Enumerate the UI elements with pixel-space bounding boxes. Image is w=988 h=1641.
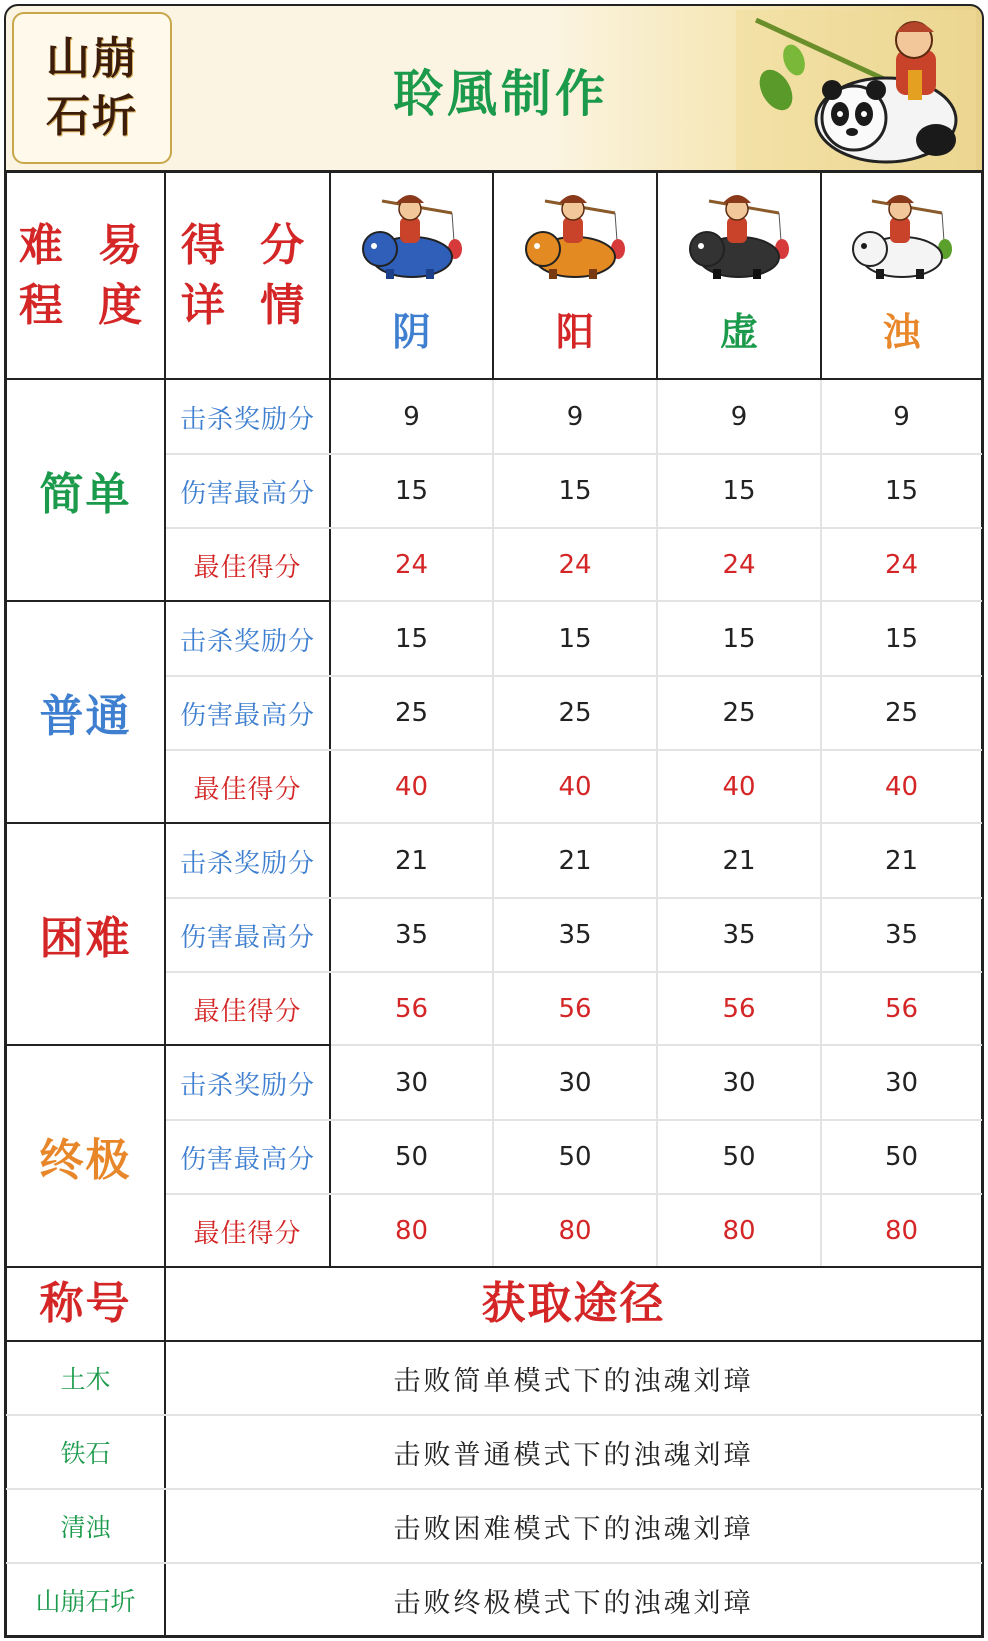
kill-score-value: 21 [722, 846, 756, 876]
score-cell [822, 1194, 981, 1268]
score-cell [494, 454, 656, 528]
kill-score-value: 30 [394, 1068, 429, 1098]
metric-damage-label: 伤害最高分 [179, 700, 315, 731]
mount-name-2: 阳 [555, 309, 594, 354]
metric-label-cell [166, 824, 329, 898]
score-cell [331, 824, 492, 898]
logo-line-2: 石圻 [46, 91, 138, 142]
best-score-value: 40 [884, 772, 919, 802]
kill-score-value: 21 [884, 846, 919, 876]
score-cell [822, 454, 981, 528]
title-cell [7, 1490, 164, 1562]
score-cell [822, 1046, 981, 1120]
difficulty-header-line1: 难 易 [18, 219, 153, 271]
mount-header-4 [822, 173, 981, 378]
score-cell [494, 380, 656, 454]
metric-label-cell [166, 676, 329, 750]
way-cell [166, 1564, 981, 1636]
score-cell [822, 898, 981, 972]
metric-label-cell [166, 750, 329, 824]
title-column-header [7, 1268, 164, 1340]
damage-score-value: 15 [558, 476, 592, 506]
score-cell [331, 750, 492, 824]
score-cell [658, 454, 820, 528]
best-score-value: 80 [558, 1216, 592, 1246]
difficulty-cell-4 [7, 1046, 164, 1266]
score-cell [658, 1194, 820, 1268]
damage-score-value: 50 [558, 1142, 592, 1172]
logo-line-1: 山崩 [46, 33, 138, 84]
kill-score-value: 30 [884, 1068, 919, 1098]
metric-best-label: 最佳得分 [193, 1218, 302, 1249]
score-cell [331, 528, 492, 602]
score-cell [822, 750, 981, 824]
best-score-value: 56 [722, 994, 756, 1024]
best-score-value: 24 [394, 550, 429, 580]
score-cell [822, 602, 981, 676]
acquisition-way: 击败困难模式下的浊魂刘璋 [393, 1513, 754, 1545]
score-cell [494, 676, 656, 750]
score-cell [658, 602, 820, 676]
title-name: 清浊 [60, 1513, 111, 1542]
metric-label-cell [166, 454, 329, 528]
damage-score-value: 25 [884, 698, 919, 728]
kill-score-value: 30 [722, 1068, 756, 1098]
kill-score-value: 15 [722, 624, 756, 654]
metric-best-label: 最佳得分 [193, 774, 302, 805]
score-cell [822, 824, 981, 898]
metric-label-cell [166, 528, 329, 602]
way-cell [166, 1342, 981, 1414]
kill-score-value: 9 [566, 402, 584, 432]
score-cell [494, 1046, 656, 1120]
score-cell [658, 824, 820, 898]
difficulty-name: 简单 [39, 469, 132, 520]
mount-header-2 [494, 173, 656, 378]
damage-score-value: 35 [394, 920, 429, 950]
damage-score-value: 50 [394, 1142, 429, 1172]
best-score-value: 56 [394, 994, 429, 1024]
difficulty-header-line2: 程 度 [18, 279, 153, 331]
best-score-value: 80 [884, 1216, 919, 1246]
header-banner [4, 4, 984, 172]
mount-header-1 [331, 173, 492, 378]
score-cell [331, 1194, 492, 1268]
best-score-value: 80 [394, 1216, 429, 1246]
score-cell [658, 380, 820, 454]
difficulty-cell-2 [7, 602, 164, 822]
title-header-text: 称号 [39, 1278, 132, 1329]
maker-credit: 聆風制作 [393, 64, 609, 123]
metric-label-cell [166, 380, 329, 454]
metric-damage-label: 伤害最高分 [179, 1144, 315, 1175]
best-score-value: 24 [884, 550, 919, 580]
title-name: 山崩石圻 [35, 1587, 136, 1616]
kill-score-value: 15 [394, 624, 429, 654]
blue-wolf-mount-icon [352, 183, 472, 283]
damage-score-value: 50 [884, 1142, 919, 1172]
best-score-value: 40 [394, 772, 429, 802]
kill-score-value: 9 [893, 402, 910, 432]
damage-score-value: 35 [558, 920, 592, 950]
best-score-value: 56 [884, 994, 919, 1024]
metric-best-label: 最佳得分 [193, 996, 302, 1027]
title-name: 土木 [60, 1365, 111, 1394]
kill-score-value: 9 [730, 402, 748, 432]
score-cell [494, 972, 656, 1046]
damage-score-value: 35 [722, 920, 756, 950]
difficulty-cell-3 [7, 824, 164, 1044]
kill-score-value: 30 [558, 1068, 592, 1098]
best-score-value: 40 [722, 772, 756, 802]
title-cell [7, 1342, 164, 1414]
metric-label-cell [166, 1120, 329, 1194]
score-cell [331, 454, 492, 528]
score-cell [658, 898, 820, 972]
title-name: 铁石 [60, 1439, 111, 1468]
score-cell [331, 602, 492, 676]
kill-score-value: 21 [558, 846, 592, 876]
damage-score-value: 15 [394, 476, 429, 506]
score-cell [494, 1120, 656, 1194]
mount-name-1: 阴 [392, 309, 431, 354]
damage-score-value: 35 [884, 920, 919, 950]
score-header-line2: 详 情 [180, 279, 315, 331]
difficulty-name: 困难 [39, 913, 132, 964]
title-cell [7, 1416, 164, 1488]
event-logo [12, 12, 172, 164]
damage-score-value: 25 [394, 698, 429, 728]
score-cell [658, 1046, 820, 1120]
best-score-value: 80 [722, 1216, 756, 1246]
damage-score-value: 15 [722, 476, 756, 506]
score-cell [331, 972, 492, 1046]
score-cell [494, 602, 656, 676]
metric-label-cell [166, 1046, 329, 1120]
kill-score-value: 21 [394, 846, 429, 876]
score-cell [658, 676, 820, 750]
kill-score-value: 9 [403, 402, 420, 432]
mount-name-3: 虚 [719, 309, 758, 354]
tiger-mount-icon [515, 183, 635, 283]
mount-name-4: 浊 [882, 309, 921, 354]
score-cell [494, 1194, 656, 1268]
score-cell [331, 380, 492, 454]
damage-score-value: 25 [558, 698, 592, 728]
score-cell [658, 750, 820, 824]
score-cell [822, 380, 981, 454]
metric-label-cell [166, 1194, 329, 1268]
metric-label-cell [166, 898, 329, 972]
mount-header-3 [658, 173, 820, 378]
kill-score-value: 15 [558, 624, 592, 654]
way-cell [166, 1416, 981, 1488]
best-score-value: 24 [558, 550, 592, 580]
score-cell [494, 750, 656, 824]
metric-kill-label: 击杀奖励分 [179, 626, 315, 657]
hero-riding-panda-illustration [736, 10, 976, 170]
score-cell [658, 528, 820, 602]
acquisition-way: 击败普通模式下的浊魂刘璋 [393, 1439, 754, 1471]
score-cell [331, 898, 492, 972]
score-cell [822, 528, 981, 602]
score-cell [658, 1120, 820, 1194]
way-column-header [166, 1268, 981, 1340]
kill-score-value: 15 [884, 624, 919, 654]
best-score-value: 56 [558, 994, 592, 1024]
metric-kill-label: 击杀奖励分 [179, 848, 315, 879]
best-score-value: 40 [558, 772, 592, 802]
metric-kill-label: 击杀奖励分 [179, 404, 315, 435]
score-cell [822, 676, 981, 750]
difficulty-name: 终极 [39, 1135, 132, 1186]
metric-label-cell [166, 972, 329, 1046]
title-cell [7, 1564, 164, 1636]
score-cell [494, 898, 656, 972]
panda-mount-icon [842, 183, 962, 283]
score-cell [331, 1046, 492, 1120]
metric-damage-label: 伤害最高分 [179, 478, 315, 509]
damage-score-value: 50 [722, 1142, 756, 1172]
score-detail-column-header [166, 173, 329, 378]
score-cell [494, 824, 656, 898]
way-cell [166, 1490, 981, 1562]
metric-kill-label: 击杀奖励分 [179, 1070, 315, 1101]
difficulty-column-header [7, 173, 164, 378]
damage-score-value: 15 [884, 476, 919, 506]
metric-damage-label: 伤害最高分 [179, 922, 315, 953]
score-cell [822, 972, 981, 1046]
acquisition-way: 击败简单模式下的浊魂刘璋 [393, 1365, 754, 1397]
score-header-line1: 得 分 [180, 219, 315, 271]
black-bear-mount-icon [679, 183, 799, 283]
score-cell [331, 1120, 492, 1194]
damage-score-value: 25 [722, 698, 756, 728]
metric-best-label: 最佳得分 [193, 552, 302, 583]
score-cell [331, 676, 492, 750]
difficulty-cell-1 [7, 380, 164, 600]
difficulty-name: 普通 [39, 691, 132, 742]
way-header-text: 获取途径 [481, 1278, 666, 1329]
score-cell [658, 972, 820, 1046]
best-score-value: 24 [722, 550, 756, 580]
metric-label-cell [166, 602, 329, 676]
acquisition-way: 击败终极模式下的浊魂刘璋 [393, 1587, 754, 1619]
score-cell [494, 528, 656, 602]
score-cell [822, 1120, 981, 1194]
